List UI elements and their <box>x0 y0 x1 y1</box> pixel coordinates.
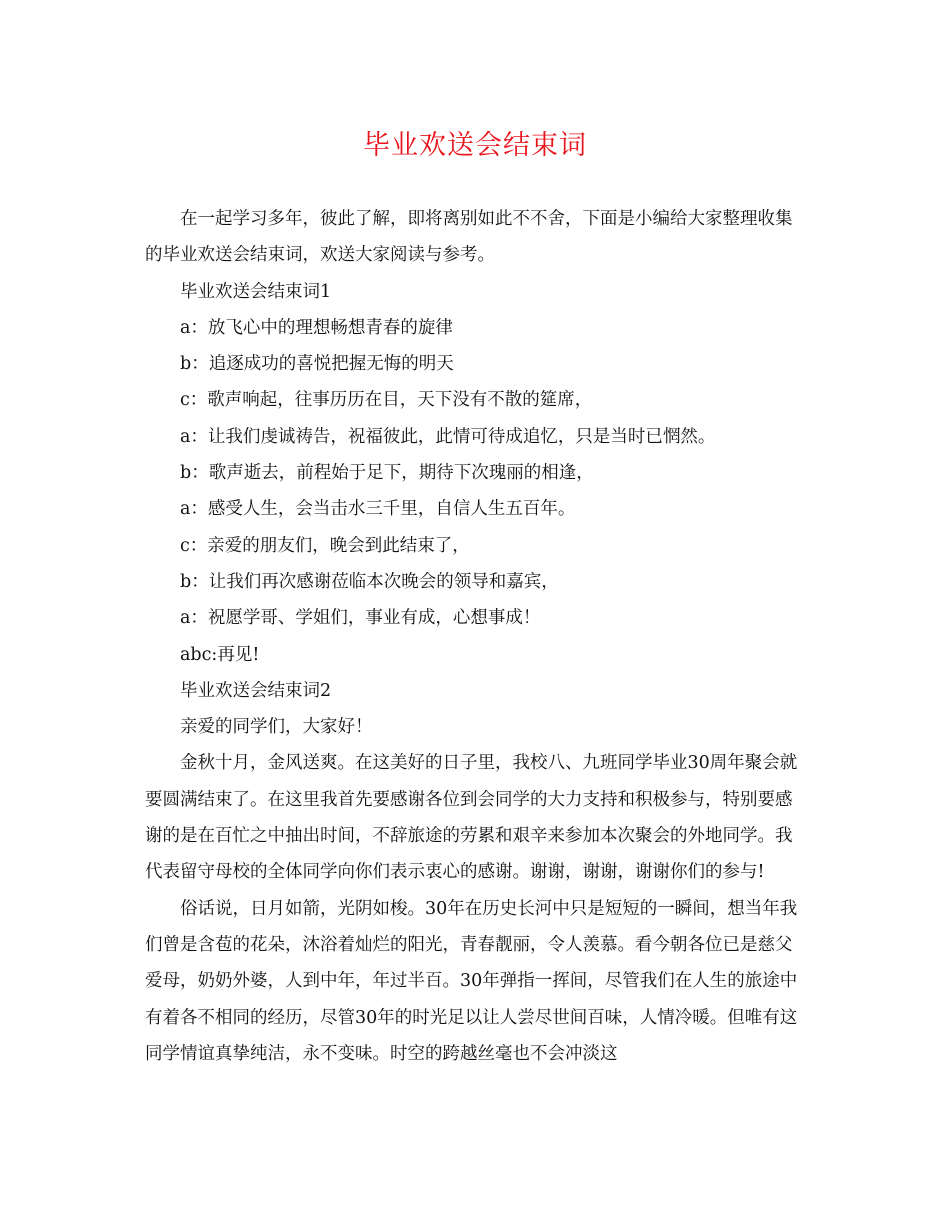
document-title: 毕业欢送会结束词 <box>363 130 587 161</box>
dialogue-line: a：让我们虔诚祷告，祝福彼此，此情可待成追忆，只是当时已惘然。 <box>180 426 716 447</box>
body-paragraph-1: 金秋十月，金风送爽。在这美好的日子里，我校八、九班同学毕业30周年聚会就要圆满结束了。在这里我首先要感谢各位到会同学的大力支持和积极参与，特别要感谢的是在百忙之中抽出时间，不辞旅途的劳累和艰辛来参加本次聚会的外地同学。我代表留守母校的全体同学向你们表示衷心的感谢。谢谢，谢谢，谢谢你们的参与! <box>145 753 798 883</box>
dialogue-line: b：歌声逝去，前程始于足下，期待下次瑰丽的相逢， <box>180 463 594 484</box>
dialogue-line: a：祝愿学哥、学姐们，事业有成，心想事成！ <box>180 608 541 629</box>
dialogue-line: abc:再见! <box>180 644 260 665</box>
greeting-line: 亲爱的同学们，大家好！ <box>180 717 373 738</box>
dialogue-line: c：歌声响起，往事历历在目，天下没有不散的筵席， <box>180 390 593 411</box>
intro-paragraph: 在一起学习多年，彼此了解，即将离别如此不不舍，下面是小编给大家整理收集的毕业欢送会结束词，欢送大家阅读与参考。 <box>145 209 793 266</box>
dialogue-line: b：让我们再次感谢莅临本次晚会的领导和嘉宾， <box>180 571 559 592</box>
section-1-heading: 毕业欢送会结束词1 <box>180 281 332 302</box>
dialogue-line: a：放飞心中的理想畅想青春的旋律 <box>180 317 453 338</box>
dialogue-line: b：追逐成功的喜悦把握无悔的明天 <box>180 354 454 375</box>
body-paragraph-2: 俗话说，日月如箭，光阴如梭。30年在历史长河中只是短短的一瞬间，想当年我们曾是含苞的花朵，沐浴着灿烂的阳光，青春靓丽，令人羡慕。看今朝各位已是慈父爱母，奶奶外婆，人到中年，年过半百。30年弹指一挥间，尽管我们在人生的旅途中有着各不相同的经历，尽管30年的时光足以让人尝尽世间百味，人情冷暖。但唯有这同学情谊真挚纯洁，永不变味。时空的跨越丝毫也不会冲淡这 <box>145 898 798 1064</box>
document-body <box>145 201 805 1072</box>
section-2-heading: 毕业欢送会结束词2 <box>180 680 332 701</box>
dialogue-line: a：感受人生，会当击水三千里，自信人生五百年。 <box>180 499 576 520</box>
dialogue-line: c：亲爱的朋友们，晚会到此结束了， <box>180 535 470 556</box>
